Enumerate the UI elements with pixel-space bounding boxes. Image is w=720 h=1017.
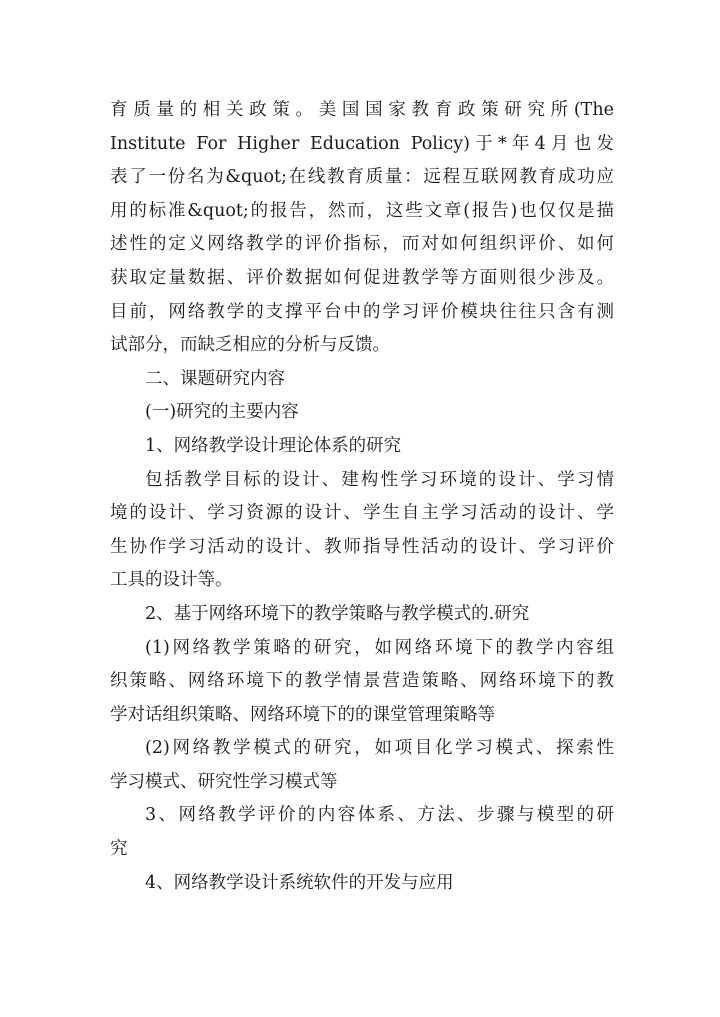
text-line: 育质量的相关政策。美国国家教育政策研究所(The bbox=[110, 100, 614, 120]
subsection-heading: (一)研究的主要内容 bbox=[145, 402, 299, 423]
text-line: 述性的定义网络教学的评价指标，而对如何组织评价、如何 bbox=[110, 234, 614, 255]
text-line: (2)网络教学模式的研究，如项目化学习模式、探索性 bbox=[145, 738, 614, 759]
text-line: Institute For Higher Education Policy)于*年4月也发 bbox=[110, 133, 614, 154]
text-line: 目前，网络教学的支撑平台中的学习评价模块往往只含有测 bbox=[110, 301, 614, 322]
text-line: 究 bbox=[110, 839, 128, 860]
text-line: 学习模式、研究性学习模式等 bbox=[110, 771, 338, 792]
text-line: 包括教学目标的设计、建构性学习环境的设计、学习情 bbox=[145, 469, 614, 490]
text-line: 用的标准&quot;的报告，然而，这些文章(报告)也仅仅是描 bbox=[110, 200, 614, 221]
text-line: 获取定量数据、评价数据如何促进教学等方面则很少涉及。 bbox=[110, 267, 614, 288]
text-line: 学对话组织策略、网络环境下的的课堂管理策略等 bbox=[110, 704, 495, 725]
text-line: 表了一份名为&quot;在线教育质量：远程互联网教育成功应 bbox=[110, 167, 614, 188]
text-line: 工具的设计等。 bbox=[110, 570, 233, 591]
item-heading: 1、网络教学设计理论体系的研究 bbox=[145, 435, 402, 456]
item-heading: 2、基于网络环境下的教学策略与教学模式的.研究 bbox=[145, 603, 530, 624]
section-heading: 二、课题研究内容 bbox=[145, 368, 285, 389]
document-page bbox=[110, 94, 614, 900]
text-line: 境的设计、学习资源的设计、学生自主学习活动的设计、学 bbox=[110, 503, 614, 524]
text-line: 试部分，而缺乏相应的分析与反馈。 bbox=[110, 335, 390, 356]
text-line: 生协作学习活动的设计、教师指导性活动的设计、学习评价 bbox=[110, 536, 614, 557]
item-heading: 4、网络教学设计系统软件的开发与应用 bbox=[145, 872, 454, 893]
item-heading: 3、网络教学评价的内容体系、方法、步骤与模型的研 bbox=[145, 805, 614, 826]
text-line: (1)网络教学策略的研究，如网络环境下的教学内容组 bbox=[145, 637, 614, 658]
text-line: 织策略、网络环境下的教学情景营造策略、网络环境下的教 bbox=[110, 671, 614, 692]
